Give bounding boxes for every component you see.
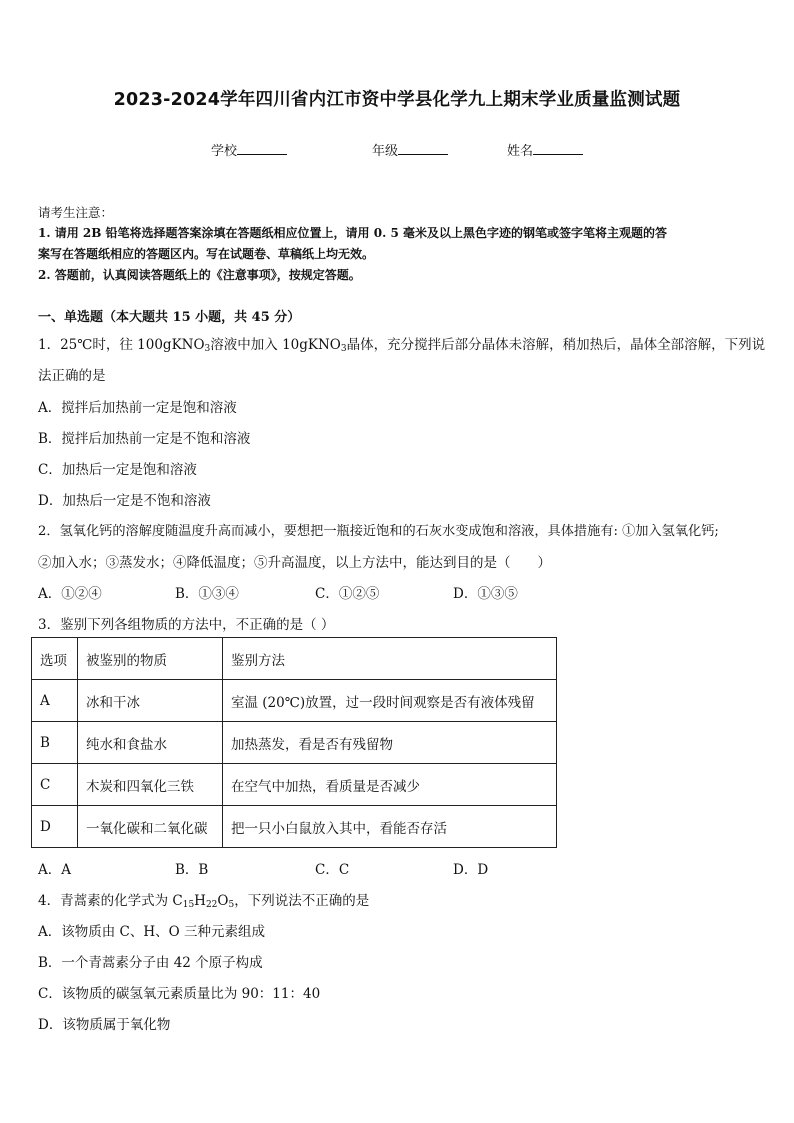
table-header-cell: 被鉴别的物质 <box>78 638 223 680</box>
q4-stem-part-b: ，下列说法不正确的是 <box>234 893 370 909</box>
q3-stem: 3．鉴别下列各组物质的方法中，不正确的是（ ） <box>38 617 335 633</box>
q3-option-a: A．A <box>38 862 71 878</box>
q4-option-a: A．该物质由 C、H、O 三种元素组成 <box>38 924 266 940</box>
q2-stem-line-1: 2．氢氧化钙的溶解度随温度升高而减小，要想把一瓶接近饱和的石灰水变成饱和溶液，具体措施有: ①加入氢氧化钙; <box>38 524 719 539</box>
q1-option-b: B．搅拌后加热前一定是不饱和溶液 <box>38 431 251 447</box>
grade-blank <box>398 142 448 155</box>
notice-line-2: 案写在答题纸相应的答题区内。写在试题卷、草稿纸上均无效。 <box>38 247 375 261</box>
table-cell: 在空气中加热，看质量是否减少 <box>223 764 557 806</box>
grade-field <box>372 140 448 159</box>
school-field <box>211 140 287 159</box>
notice-line-3: 2. 答题前，认真阅读答题纸上的《注意事项》，按规定答题。 <box>38 268 361 282</box>
school-blank <box>237 142 287 155</box>
q4-hydrogen: H <box>194 893 206 909</box>
q1-option-a: A．搅拌后加热前一定是饱和溶液 <box>38 400 237 416</box>
q4-subscript-c: 15 <box>182 900 195 910</box>
q4-stem-part-a: 4．青蒿素的化学式为 C <box>38 893 183 909</box>
q1-stem <box>38 333 765 354</box>
page-title: 2023-2024学年四川省内江市资中学县化学九上期末学业质量监测试题 <box>113 90 681 110</box>
table-cell: 室温 (20℃)放置，过一段时间观察是否有液体残留 <box>223 680 557 722</box>
q4-stem <box>38 889 369 910</box>
table-header-row <box>32 638 557 680</box>
q4-option-b: B．一个青蒿素分子由 42 个原子构成 <box>38 955 263 971</box>
q1-stem-line-2: 法正确的是 <box>38 368 106 384</box>
q3-option-c: C．C <box>315 862 350 878</box>
q4-subscript-h: 22 <box>205 900 218 910</box>
q2-stem-line-2: ②加入水；③蒸发水；④降低温度；⑤升高温度，以上方法中，能达到目的是（ ） <box>38 555 551 571</box>
table-cell: A <box>32 680 78 722</box>
q1-stem-part-b: 溶液中加入 10gKNO <box>210 337 341 353</box>
table-cell: D <box>32 806 78 848</box>
q1-stem-part-c: 晶体，充分搅拌后部分晶体未溶解，稍加热后，晶体全部溶解，下列说 <box>346 337 766 353</box>
q3-option-b: B．B <box>175 862 209 878</box>
q1-subscript-1: 3 <box>204 344 211 354</box>
table-header-cell: 鉴别方法 <box>223 638 557 680</box>
q4-option-c: C．该物质的碳氢氧元素质量比为 90：11：40 <box>38 986 321 1002</box>
q2-option-a: A．①②④ <box>38 586 102 602</box>
table-cell: 木炭和四氧化三铁 <box>78 764 223 806</box>
table-cell: 冰和干冰 <box>78 680 223 722</box>
q3-option-d: D．D <box>453 862 489 878</box>
q4-subscript-o: 5 <box>228 900 235 910</box>
name-field <box>507 140 583 159</box>
table-header-cell: 选项 <box>32 638 78 680</box>
notice-line-1: 1. 请用 2B 铅笔将选择题答案涂填在答题纸相应位置上，请用 0. 5 毫米及以上黑色字迹的钢笔或签字笔将主观题的答 <box>38 226 667 240</box>
q1-option-d: D．加热后一定是不饱和溶液 <box>38 493 211 509</box>
q3-table <box>31 637 557 848</box>
table-cell: B <box>32 722 78 764</box>
table-row <box>32 806 557 848</box>
q2-option-c: C．①②⑤ <box>315 586 380 602</box>
table-row <box>32 722 557 764</box>
table-cell: 纯水和食盐水 <box>78 722 223 764</box>
q2-option-d: D．①③⑤ <box>453 586 518 602</box>
table-row <box>32 680 557 722</box>
table-cell: 一氧化碳和二氧化碳 <box>78 806 223 848</box>
q2-option-b: B．①③④ <box>175 586 239 602</box>
table-row <box>32 764 557 806</box>
section-heading: 一、单选题（本大题共 15 小题，共 45 分） <box>38 310 301 325</box>
grade-label: 年级 <box>372 144 399 159</box>
q4-oxygen: O <box>217 893 229 909</box>
notice-heading: 请考生注意： <box>38 205 114 220</box>
school-label: 学校 <box>211 144 238 159</box>
table-cell: C <box>32 764 78 806</box>
q1-stem-part-a: 1．25℃时，往 100gKNO <box>38 337 205 353</box>
name-blank <box>533 142 583 155</box>
name-label: 姓名 <box>507 144 534 159</box>
q1-option-c: C．加热后一定是饱和溶液 <box>38 462 197 478</box>
q4-option-d: D．该物质属于氧化物 <box>38 1017 171 1033</box>
table-cell: 加热蒸发，看是否有残留物 <box>223 722 557 764</box>
table-cell: 把一只小白鼠放入其中，看能否存活 <box>223 806 557 848</box>
q1-subscript-2: 3 <box>340 344 347 354</box>
